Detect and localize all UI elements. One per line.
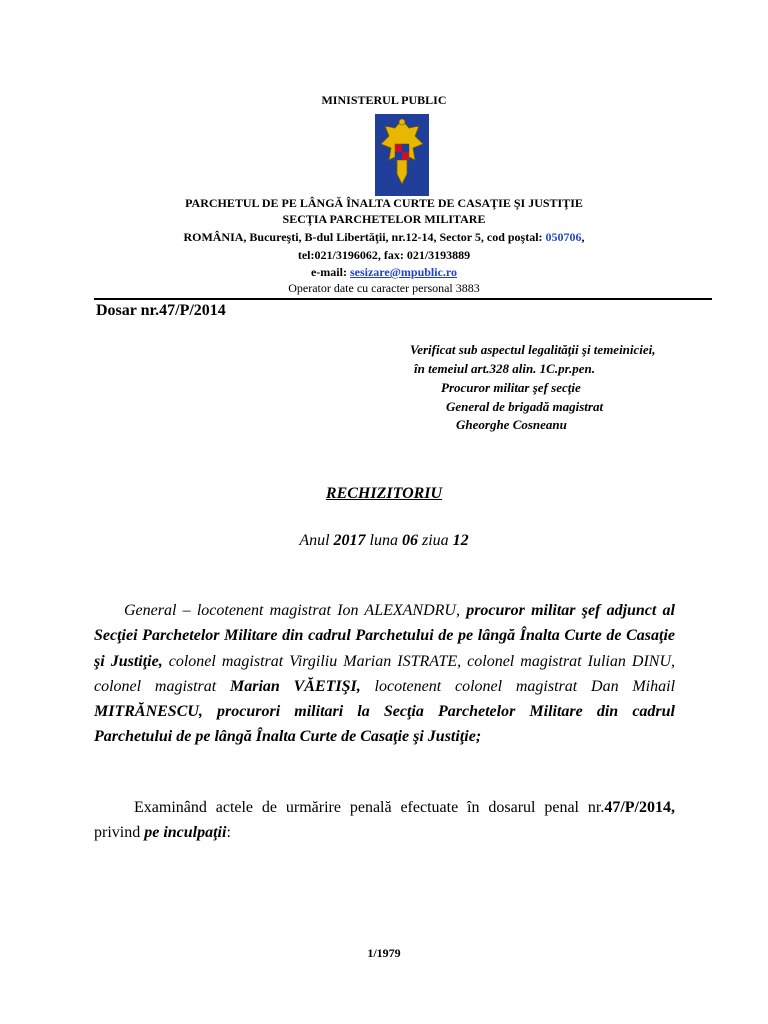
paragraph2-part2: 47/P/2014, [604,799,675,816]
paragraph1-part6: MITRĂNESCU, procurori militari la Secţia Parchetelor Militare din cadrul Parchetului de pe lângă Înalta Curte de Casaţie şi Justiţie; [94,703,675,746]
paragraph2-part4: pe inculpaţii [144,824,227,841]
year-value: 2017 [333,532,366,549]
day-label: ziua [418,532,453,549]
paragraph1-part3: colonel magistrat Virgiliu Marian ISTRATE, colonel magistrat Iulian DINU, colonel magistrat [94,652,675,695]
verification-line-5: Gheorghe Cosneanu [456,417,567,432]
section-name: SECŢIA PARCHETELOR MILITARE [282,212,486,226]
phone-fax-line: tel:021/3196062, fax: 021/3193889 [297,248,471,262]
paragraph2-part1: Examinând actele de urmărire penală efectuate în dosarul penal nr. [134,799,605,816]
prosecutors-paragraph [94,598,675,750]
year-label: Anul [299,532,334,549]
operator-line: Operator date cu caracter personal 3883 [288,281,480,295]
address-text: ROMÂNIA, Bucureşti, B-dul Libertăţii, nr.12-14, Sector 5, cod poştal: [183,230,546,244]
paragraph1-part5: locotenent colonel magistrat Dan Mihail [360,677,676,695]
header-divider [94,298,712,300]
email-link[interactable]: sesizare@mpublic.ro [349,265,458,279]
page-number: 1/1979 [367,946,401,960]
paragraph1-part2: procuror militar şef adjunct al Secţiei Parchetelor Militare din cadrul Parchetului de pe lângă Înalta Curte de Casaţie şi Justiţie, [94,602,675,670]
verification-line-1: Verificat sub aspectul legalităţii şi temeiniciei, [410,342,656,357]
paragraph1-part1: General – locotenent magistrat Ion ALEXANDRU, [124,602,467,619]
email-line [0,265,768,280]
address-tail: , [581,230,585,244]
document-date [0,532,768,550]
paragraph2-part3: privind [94,824,145,841]
paragraph1-part4: Marian VĂETIŞI, [230,677,361,695]
address-line [0,230,768,245]
postal-code: 050706 [545,230,582,244]
verification-line-4: General de brigadă magistrat [446,399,604,414]
day-value: 12 [452,532,469,549]
paragraph2-part5: : [226,824,231,841]
month-label: luna [365,532,402,549]
examination-paragraph [94,795,675,845]
institution-name: PARCHETUL DE PE LÂNGĂ ÎNALTA CURTE DE CASAŢIE ŞI JUSTIŢIE [185,196,583,210]
case-number: Dosar nr.47/P/2014 [96,302,226,319]
document-title: RECHIZITORIU [325,485,443,502]
month-value: 06 [402,532,418,549]
romania-coat-of-arms-icon [375,114,429,196]
email-label: e-mail: [310,265,350,279]
ministry-heading: MINISTERUL PUBLIC [321,93,447,107]
verification-line-3: Procuror militar şef secţie [441,380,581,395]
verification-line-2: în temeiul art.328 alin. 1C.pr.pen. [414,361,595,376]
